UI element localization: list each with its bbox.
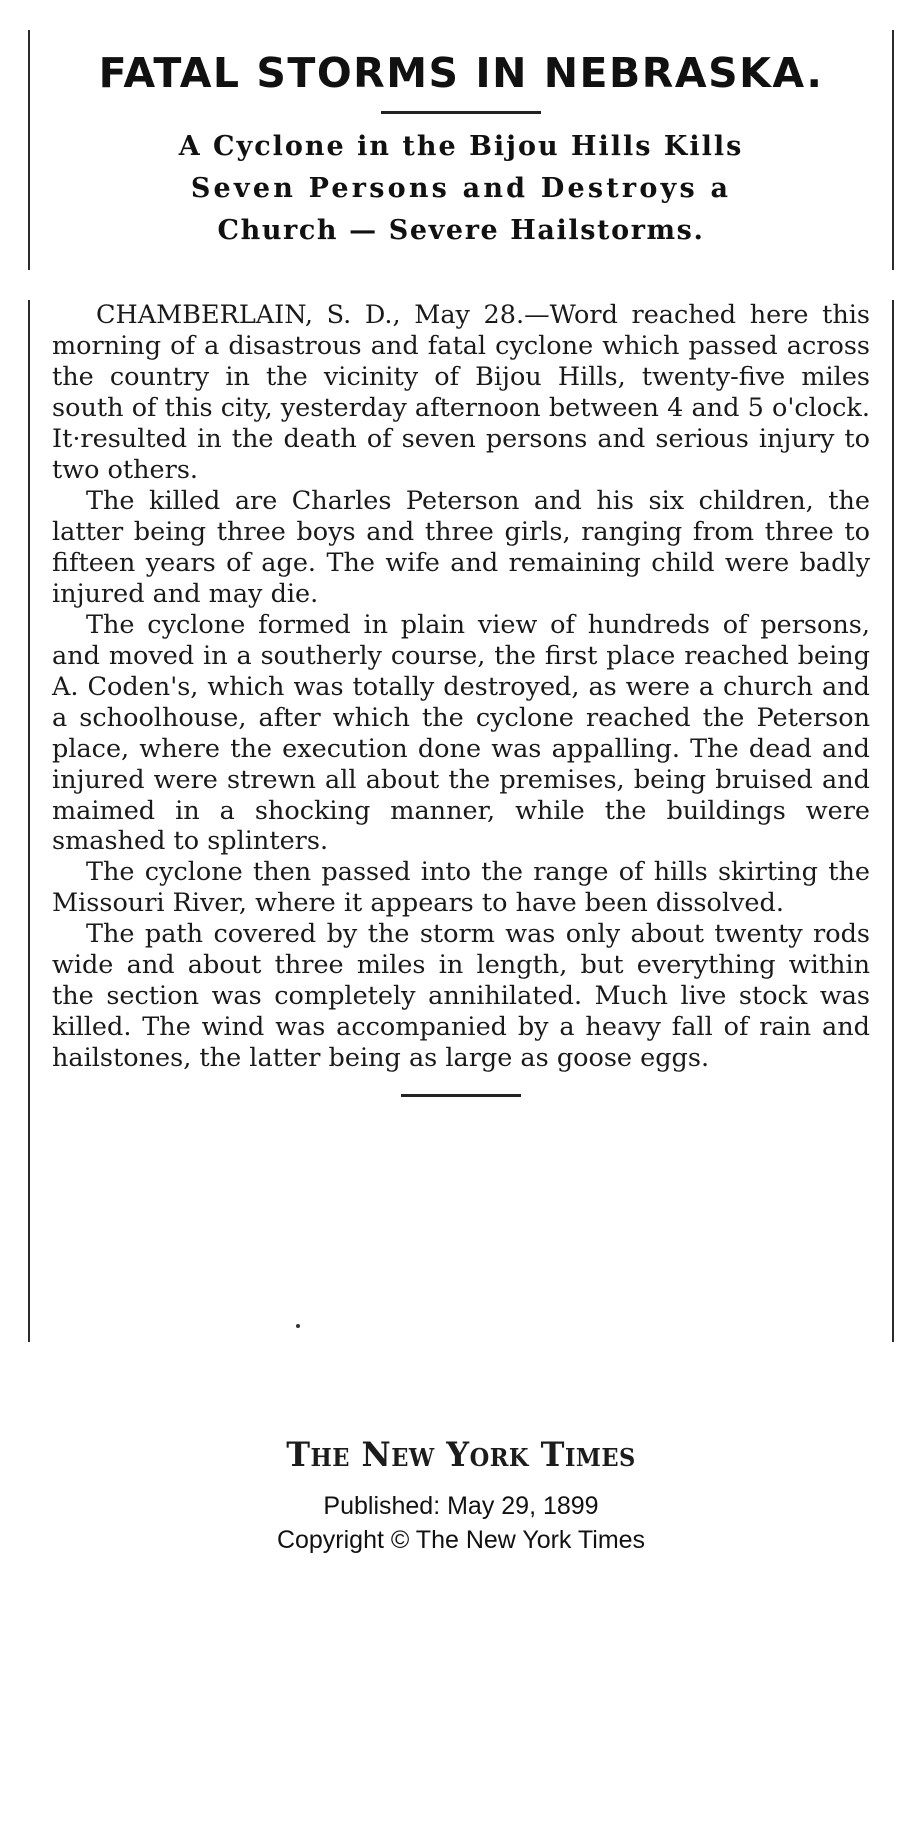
published-date: Published: May 29, 1899 bbox=[323, 1492, 599, 1520]
headline-block bbox=[28, 30, 894, 252]
footer bbox=[0, 1435, 922, 1558]
article-column bbox=[52, 300, 870, 1097]
subheadline-line-2: Seven Persons and Destroys a bbox=[190, 172, 732, 204]
body-right-rule bbox=[892, 300, 894, 1342]
headline-right-rule bbox=[892, 30, 894, 270]
article-paragraph: The killed are Charles Peterson and his six children, the latter being three boys and three girls, ranging from three to fifteen years of age. The wife and remaining child were badly injured and may die. bbox=[52, 485, 870, 609]
subheadline-line-1: A Cyclone in the Bijou Hills Kills bbox=[178, 131, 744, 163]
end-dot bbox=[296, 1324, 300, 1328]
headline-left-rule bbox=[28, 30, 30, 270]
subheadline-line-3: Church — Severe Hailstorms. bbox=[217, 214, 705, 246]
article-paragraph: The path covered by the storm was only about twenty rods wide and about three miles in length, but everything within the section was completely annihilated. Much live stock was killed. The wind was accompanied by a heavy fall of rain and hailstones, the latter being as large as goose eggs. bbox=[52, 919, 870, 1074]
article-end-rule bbox=[401, 1094, 521, 1097]
masthead-logo: The New York Times bbox=[286, 1435, 636, 1475]
article-body-block bbox=[28, 300, 894, 1360]
body-left-rule bbox=[28, 300, 30, 1342]
copyright-notice: Copyright © The New York Times bbox=[276, 1525, 646, 1554]
article-paragraph: The cyclone formed in plain view of hundreds of persons, and moved in a southerly course, the first place reached being A. Coden's, which was totally destroyed, as were a church and a schoolhouse, after which the cyclone reached the Peterson place, where the execution done was appalling. The dead and injured were strewn all about the premises, being bruised and maimed in a shocking manner, while the buildings were smashed to splinters. bbox=[52, 609, 870, 857]
subheadline bbox=[28, 126, 894, 252]
article-paragraph: The cyclone then passed into the range of hills skirting the Missouri River, where it appears to have been dissolved. bbox=[52, 857, 870, 919]
page-title: FATAL STORMS IN NEBRASKA. bbox=[98, 49, 824, 97]
article-paragraph: CHAMBERLAIN, S. D., May 28.—Word reached here this morning of a disastrous and fatal cyclone which passed across the country in the vicinity of Bijou Hills, twenty-five miles south of this city, yesterday afternoon between 4 and 5 o'clock. It·resulted in the death of seven persons and serious injury to two others. bbox=[52, 300, 870, 485]
headline-divider bbox=[381, 111, 541, 114]
